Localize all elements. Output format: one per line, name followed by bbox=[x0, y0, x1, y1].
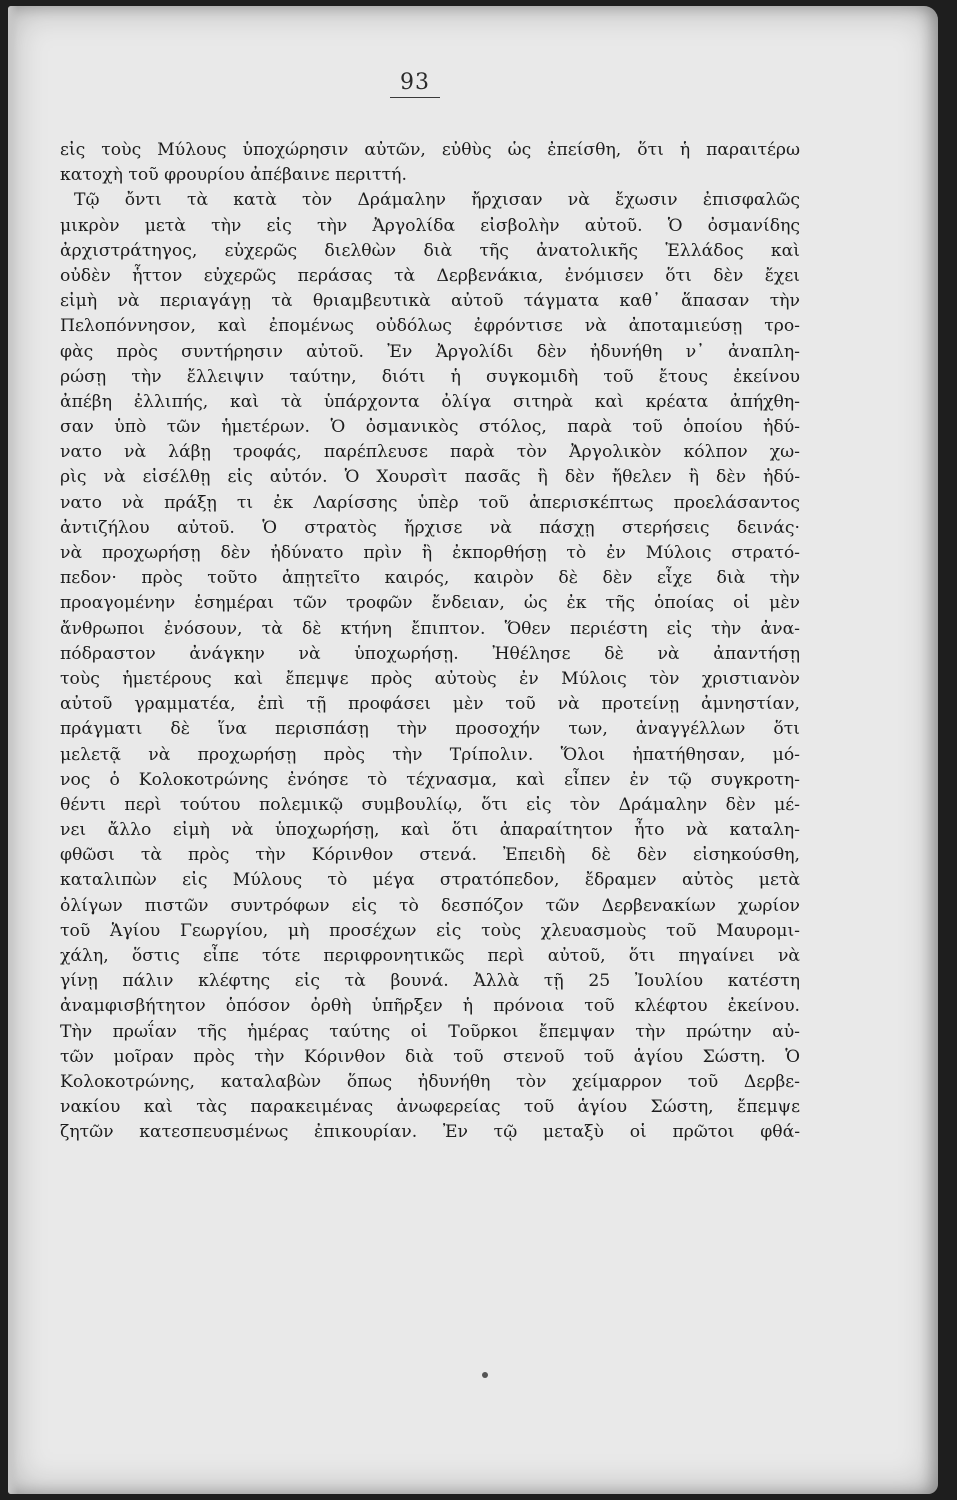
text-line: νὰ προχωρήσῃ δὲν ἠδύνατο πρὶν ἢ ἐκπορθήσῃ τὸ ἐν Μύλοις στρατό- bbox=[60, 543, 800, 563]
text-line: φὰς πρὸς συντήρησιν αὐτοῦ. Ἐν Ἀργολίδι δὲν ἠδυνήθη ν᾽ ἀναπλη- bbox=[60, 341, 800, 362]
text-line: εἰμὴ νὰ περιαγάγῃ τὰ θριαμβευτικὰ αὐτοῦ τάγματα καθ᾽ ἅπασαν τὴν bbox=[60, 291, 800, 312]
text-line: πράγματι δὲ ἵνα περισπάσῃ τὴν προσοχήν των, ἀναγγέλλων ὅτι bbox=[60, 719, 800, 740]
page-number: 93 bbox=[390, 70, 440, 98]
text-line: τοῦ Ἁγίου Γεωργίου, μὴ προσέχων εἰς τοὺς χλευασμοὺς τοῦ Μαυρομι- bbox=[60, 920, 800, 941]
text-line: ἀντιζήλου αὐτοῦ. Ὁ στρατὸς ἤρχισε νὰ πάσχῃ στερήσεις δεινάς· bbox=[60, 517, 800, 538]
text-line: νει ἄλλο εἰμὴ νὰ ὑποχωρήσῃ, καὶ ὅτι ἀπαραίτητον ἦτο νὰ καταλη- bbox=[60, 820, 800, 841]
text-line: ρὶς νὰ εἰσέλθῃ εἰς αὐτόν. Ὁ Χουρσὶτ πασᾶς ἢ δὲν ἤθελεν ἢ δὲν ἠδύ- bbox=[60, 467, 800, 488]
text-line: τοὺς ἡμετέρους καὶ ἔπεμψε πρὸς αὐτοὺς ἐν Μύλοις τὸν χριστιανὸν bbox=[60, 668, 800, 689]
text-line: γίνῃ πάλιν κλέφτης εἰς τὰ βουνά. Ἀλλὰ τῇ 25 Ἰουλίου κατέστη bbox=[60, 971, 800, 992]
text-line: ἄνθρωποι ἐνόσουν, τὰ δὲ κτήνη ἔπιπτον. Ὅθεν περιέστη εἰς τὴν ἀνα- bbox=[60, 618, 800, 639]
text-line: χάλη, ὅστις εἶπε τότε περιφρονητικῶς περὶ αὐτοῦ, ὅτι πηγαίνει νὰ bbox=[60, 946, 800, 966]
text-line: ὀλίγων πιστῶν συντρόφων εἰς τὸ δεσπόζον τῶν Δερβενακίων χωρίον bbox=[60, 895, 800, 916]
text-line: νατο νὰ πράξῃ τι ἐκ Λαρίσσης ὑπὲρ τοῦ ἀπερισκέπτως προελάσαντος bbox=[60, 492, 800, 513]
text-line: ἀναμφισβήτητον ὁπόσον ὀρθὴ ὑπῆρξεν ἡ πρόνοια τοῦ κλέφτου ἐκείνου. bbox=[60, 996, 800, 1017]
text-line: νος ὁ Κολοκοτρώνης ἐνόησε τὸ τέχνασμα, καὶ εἶπεν ἐν τῷ συγκροτη- bbox=[60, 769, 800, 790]
text-line: σαν ὑπὸ τῶν ἡμετέρων. Ὁ ὀσμανικὸς στόλος, παρὰ τοῦ ὁποίου ἠδύ- bbox=[60, 417, 800, 438]
text-line: ἀπέβη ἐλλιπής, καὶ τὰ ὑπάρχοντα ὀλίγα σιτηρὰ καὶ κρέατα ἀπήχθη- bbox=[60, 391, 800, 412]
text-line: τῶν μοῖραν πρὸς τὴν Κόρινθον διὰ τοῦ στενοῦ τοῦ ἁγίου Σώστη. Ὁ bbox=[60, 1046, 800, 1067]
text-line: αὐτοῦ γραμματέα, ἐπὶ τῇ προφάσει μὲν τοῦ νὰ προτείνῃ ἀμνηστίαν, bbox=[60, 694, 800, 715]
text-line: πόδραστον ἀνάγκην νὰ ὑποχωρήσῃ. Ἠθέλησε δὲ νὰ ἀπαντήσῃ bbox=[60, 643, 800, 664]
binding-shadow bbox=[8, 6, 18, 1494]
text-line: ἀρχιστράτηγος, εὐχερῶς διελθὼν διὰ τῆς ἀνατολικῆς Ἑλλάδος καὶ bbox=[60, 240, 800, 261]
paper-speck bbox=[482, 1372, 488, 1378]
text-line: Κολοκοτρώνης, καταλαβὼν ὅπως ἠδυνήθη τὸν χείμαρρον τοῦ Δερβε- bbox=[60, 1071, 800, 1092]
text-line: εἰς τοὺς Μύλους ὑποχώρησιν αὐτῶν, εὐθὺς ὡς ἐπείσθη, ὅτι ἡ παραιτέρω bbox=[60, 140, 800, 160]
text-line: πεδον· πρὸς τοῦτο ἀπῃτεῖτο καιρός, καιρὸν δὲ δὲν εἶχε διὰ τὴν bbox=[60, 568, 800, 589]
text-line: προαγομένην ἑσημέραι τῶν τροφῶν ἔνδειαν, ὡς ἐκ τῆς ὁποίας οἱ μὲν bbox=[60, 593, 800, 614]
text-line: καταλιπὼν εἰς Μύλους τὸ μέγα στρατόπεδον, ἔδραμεν αὐτὸς μετὰ bbox=[60, 870, 800, 891]
text-line: Πελοπόννησον, καὶ ἐπομένως οὐδόλως ἐφρόντισε νὰ ἀποταμιεύσῃ τρο- bbox=[60, 316, 800, 337]
body-text bbox=[60, 138, 800, 1146]
text-line: ρώσῃ τὴν ἔλλειψιν ταύτην, διότι ἡ συγκομιδὴ τοῦ ἔτους ἐκείνου bbox=[60, 366, 800, 387]
text-line: μελετᾷ νὰ προχωρήσῃ πρὸς τὴν Τρίπολιν. Ὅλοι ἠπατήθησαν, μό- bbox=[60, 744, 800, 765]
text-line: Τῷ ὄντι τὰ κατὰ τὸν Δράμαλην ἤρχισαν νὰ ἔχωσιν ἐπισφαλῶς bbox=[74, 190, 800, 211]
text-line: οὐδὲν ἧττον εὐχερῶς περάσας τὰ Δερβενάκια, ἐνόμισεν ὅτι δὲν ἔχει bbox=[60, 265, 800, 286]
text-line: νακίου καὶ τὰς παρακειμένας ἀνωφερείας τοῦ ἁγίου Σώστη, ἔπεμψε bbox=[60, 1097, 800, 1118]
text-line: ζητῶν κατεσπευσμένως ἐπικουρίαν. Ἐν τῷ μεταξὺ οἱ πρῶτοι φθά- bbox=[60, 1122, 800, 1143]
text-line: Τὴν πρωΐαν τῆς ἡμέρας ταύτης οἱ Τοῦρκοι ἔπεμψαν τὴν πρώτην αὐ- bbox=[60, 1021, 800, 1042]
text-line: θέντι περὶ τούτου πολεμικῷ συμβουλίῳ, ὅτι εἰς τὸν Δράμαλην δὲν μέ- bbox=[60, 794, 800, 815]
text-line: φθῶσι τὰ πρὸς τὴν Κόρινθον στενά. Ἐπειδὴ δὲ δὲν εἰσηκούσθη, bbox=[60, 845, 800, 866]
text-line: κατοχὴ τοῦ φρουρίου ἀπέβαινε περιττή. bbox=[60, 165, 407, 186]
book-page bbox=[8, 6, 938, 1494]
text-line: μικρὸν μετὰ τὴν εἰς τὴν Ἀργολίδα εἰσβολὴν αὐτοῦ. Ὁ ὀσμανίδης bbox=[60, 215, 800, 236]
text-line: νατο νὰ λάβῃ τροφάς, παρέπλευσε παρὰ τὸν Ἀργολικὸν κόλπον χω- bbox=[60, 442, 800, 463]
